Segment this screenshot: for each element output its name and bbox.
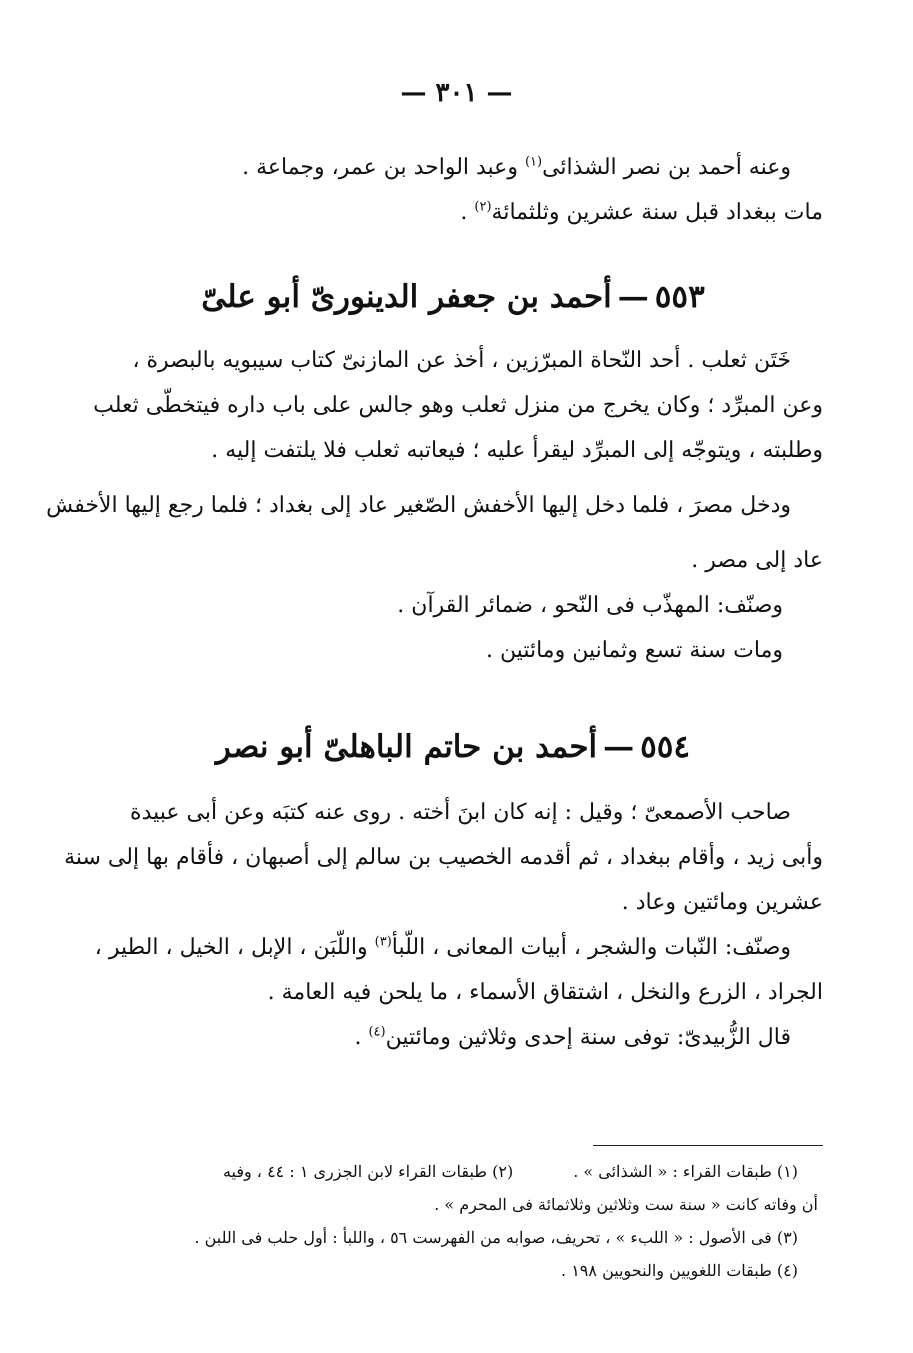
entry-553-line: وعن المبرِّد ؛ وكان يخرج من منزل ثعلب وهو جالس على باب داره فيتخطّى ثعلب xyxy=(93,393,823,418)
footnote-ref-3: (٣) xyxy=(374,934,392,950)
entry-553-line: وطلبته ، ويتوجّه إلى المبرِّد ليقرأ عليه ؛ فيعاتبه ثعلب فلا يلتفت إليه . xyxy=(211,438,823,463)
entry-554-name: أحمد بن حاتم الباهلىّ أبو نصر xyxy=(215,729,598,765)
entry-554-line-6-text: قال الزُّبيدىّ: توفى سنة إحدى وثلاثين ومائتين xyxy=(385,1025,791,1050)
entry-554-line-4-rest: واللّبَن ، الإبل ، الخيل ، الطير ، xyxy=(94,935,375,960)
entry-554-dash: — xyxy=(603,729,635,765)
entry-554-line: عشرين ومائتين وعاد . xyxy=(621,890,823,915)
intro-line-2 xyxy=(83,190,823,235)
entry-554-line-6-rest: . xyxy=(354,1025,369,1050)
footnote-ref-4: (٤) xyxy=(368,1024,386,1040)
footnote-4: (٤) طبقات اللغويين والنحويين ١٩٨ . xyxy=(561,1261,798,1280)
entry-554-heading xyxy=(83,722,823,772)
entry-554-line: وأبى زيد ، وأقام ببغداد ، ثم أقدمه الخصيب بن سالم إلى أصبهان ، فأقام بها إلى سنة xyxy=(64,845,823,870)
entry-554-line-4-text: وصنّف: النّبات والشجر ، أبيات المعانى ، اللّبأ xyxy=(391,935,791,960)
intro-line-1-text: وعنه أحمد بن نصر الشذائى xyxy=(542,155,791,180)
footnote-3: (٣) فى الأصول : « اللبء » ، تحريف، صوابه من الفهرست ٥٦ ، واللبأ : أول حلب فى اللبن . xyxy=(194,1228,798,1247)
entry-553-body xyxy=(46,338,823,673)
footnote-line: أن وفاته كانت « سنة ست وثلاثين وثلاثمائة فى المحرم » . xyxy=(434,1195,818,1214)
footnotes-section xyxy=(98,1155,818,1287)
entry-554-line xyxy=(83,925,823,970)
entry-553-number: ٥٥٣ xyxy=(654,279,705,315)
entry-553-name: أحمد بن جعفر الدينورىّ أبو علىّ xyxy=(201,279,612,315)
intro-line-2-text: مات ببغداد قبل سنة عشرين وثلثمائة xyxy=(491,200,823,225)
entry-553-line: وصنّف: المهذّب فى النّحو ، ضمائر القرآن . xyxy=(397,593,783,618)
entry-553-heading-block xyxy=(83,272,823,322)
entry-553-dash: — xyxy=(617,279,649,315)
intro-section xyxy=(83,145,823,235)
entry-554-heading-block xyxy=(83,722,823,772)
entry-554-line xyxy=(83,1015,823,1060)
footnote-ref-2: (٢) xyxy=(474,199,492,215)
footnote-line xyxy=(98,1155,818,1188)
footnote-divider xyxy=(593,1145,823,1146)
intro-line-1-rest: وعبد الواحد بن عمر، وجماعة . xyxy=(242,155,525,180)
entry-553-line: ومات سنة تسع وثمانين ومائتين . xyxy=(485,638,783,663)
entry-554-number: ٥٥٤ xyxy=(640,729,691,765)
entry-553-heading xyxy=(83,272,823,322)
intro-line-1 xyxy=(83,145,823,190)
entry-554-line: صاحب الأصمعىّ ؛ وقيل : إنه كان ابنَ أخته . روى عنه كتبَه وعن أبى عبيدة xyxy=(130,800,791,825)
footnote-ref-1: (١) xyxy=(524,154,543,170)
page-number: — ٣٠١ — xyxy=(400,78,513,108)
entry-554-line: الجراد ، الزرع والنخل ، اشتقاق الأسماء ، ما يلحن فيه العامة . xyxy=(267,980,823,1005)
entry-553-line: عاد إلى مصر . xyxy=(691,548,823,573)
footnote-1: (١) طبقات القراء : « الشذائى » . xyxy=(573,1162,798,1181)
footnote-2-part-1: (٢) طبقات القراء لابن الجزرى ١ : ٤٤ ، وفيه xyxy=(222,1162,514,1181)
entry-553-line: ودخل مصرَ ، فلما دخل إليها الأخفش الصّغير عاد إلى بغداد ؛ فلما رجع إليها الأخفش xyxy=(46,493,791,518)
entry-553-line: خَتَن ثعلب . أحد النّحاة المبرّزين ، أخذ عن المازنىّ كتاب سيبويه بالبصرة ، xyxy=(132,348,791,373)
intro-line-2-rest: . xyxy=(460,200,475,225)
entry-554-body xyxy=(64,790,823,1060)
